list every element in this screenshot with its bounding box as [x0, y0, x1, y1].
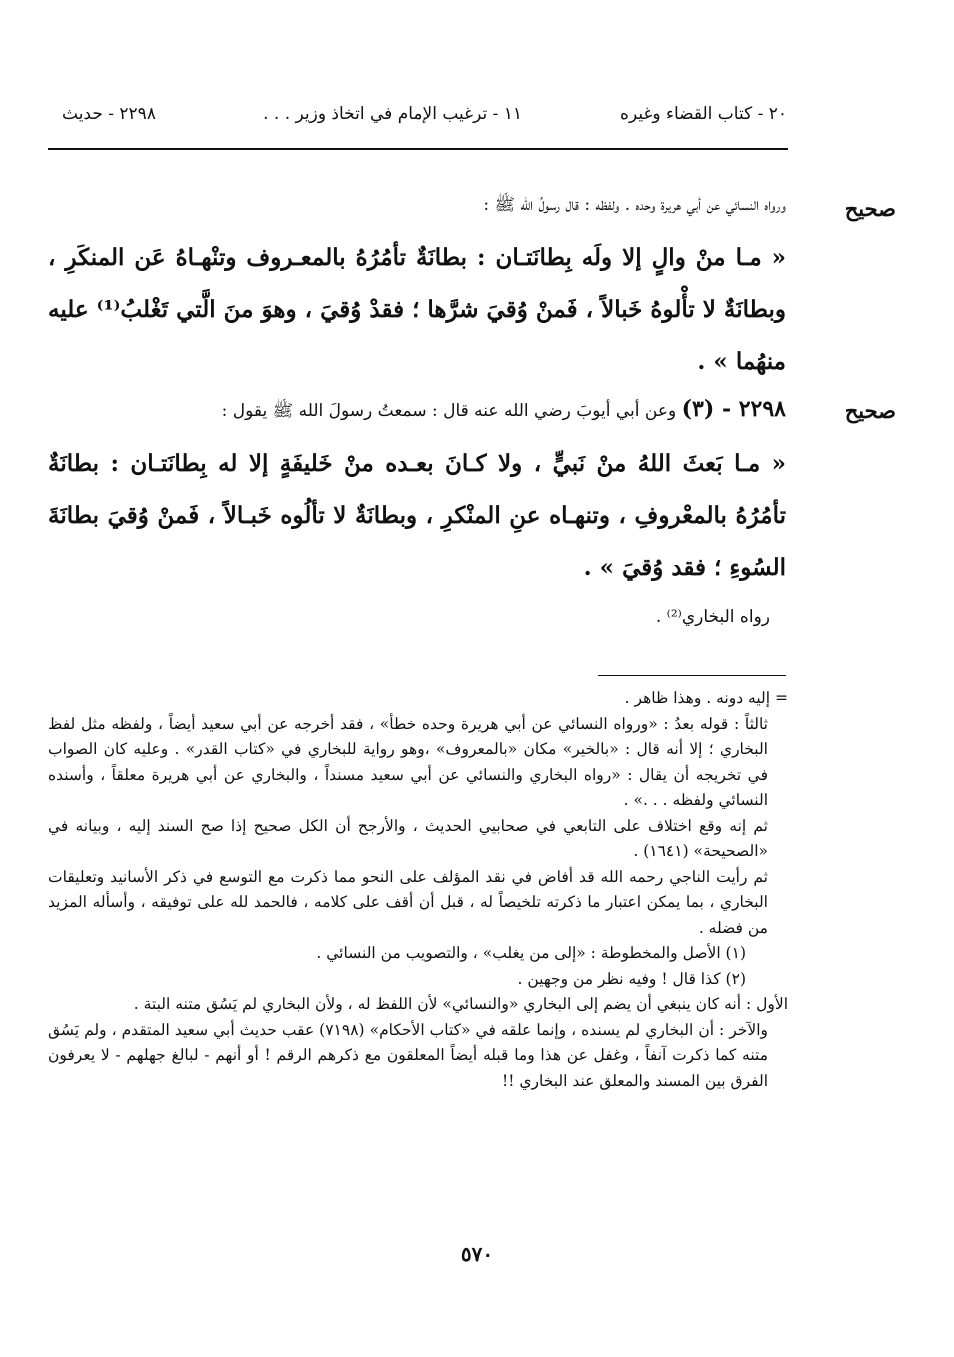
grade-label: صحيح [844, 196, 896, 221]
footnote-paragraph: ثم رأيت الناجي رحمه الله قد أفاض في نقد المؤلف على النحو مما ذكرت مع التوسع في ذكر الأسانيد وتعليقات البخاري ، بما يمكن اعتبار ما ذكرته تلخيصاً له ، قبل أن أقف على كلامه ، فالحمد لله على توفيقه ، وأسأله المزيد من فضله . [48, 867, 768, 937]
entry-intro: وعن أبي أيوبَ رضي الله عنه قال : سمعتُ رسولَ الله ﷺ يقول : [221, 401, 677, 421]
footnote-2: (٢) كذا قال ! وفيه نظر من وجهين . [517, 969, 746, 988]
hadith-text: « مـا منْ والٍ إلا ولَه بِطانَتـان : بطانَةٌ تأمُرُهُ بالمعـروف وتنْهـاهُ عَن المنكَرِ ، وبطانَةٌ لا تأْلوهُ خَبالاً ، فَمنْ وُقيَ شرَّها ؛ فقدْ وُقيَ ، وهوَ منَ الَّتي تَغْلبُ⁽¹⁾ عليه منهُما » . [48, 244, 787, 375]
grade-label: صحيح [844, 398, 896, 423]
hadith-text: « مـا بَعثَ اللهُ منْ نَبيٍّ ، ولا كـانَ بعـده منْ خَليفَةٍ إلا له بِطانَتـان : بطانَةٌ تأمُرُهُ بالمعْروفِ ، وتنهـاه عنِ المنْكرِ ، وبطانَةٌ لا تألُوه خَبـالاً ، فَمنْ وُقيَ بطانَةَ السُوءِ ؛ فقد وُقيَ » . [48, 450, 786, 581]
footnotes [48, 686, 788, 1094]
footnote-paragraph: ثم إنه وقع اختلاف على التابعي في صحابيي الحديث ، والأرجح أن الكل صحيح إذا صح السند إليه ، وبيانه في «الصحيحة» (١٦٤١) . [48, 816, 768, 860]
footnote-paragraph: الأول : أنه كان ينبغي أن يضم إلى البخاري «والنسائي» لأن اللفظ له ، ولأن البخاري لم يَسُق متنه البتة . [133, 995, 788, 1013]
section-title: ١١ - ترغيب الإمام في اتخاذ وزير . . . [263, 104, 522, 124]
entry-intro: ورواه النسائي عن أبي هريرة وحده . ولفظه : قال رسولُ الله ﷺ : [483, 195, 786, 215]
running-header [62, 104, 787, 130]
chapter-title: ٢٠ - كتاب القضاء وغيره [620, 104, 787, 124]
footnote-paragraph: والآخر : أن البخاري لم يسنده ، وإنما علقه في «كتاب الأحكام» (٧١٩٨) عقب حديث أبي سعيد المتقدم ، ولم يَسُق متنه كما ذكرت آنفاً ، وغفل عن هذا وما قبله أيضاً المعلقون مع ذكرهم الرقم ! أو أنهم - لبالغ جهلهم - لا يعرفون الفرق بين المسند والمعلق عند البخاري !! [48, 1020, 768, 1090]
hadith-reference: ٢٢٩٨ - حديث [62, 104, 156, 124]
footnote-paragraph: ثالثاً : قوله بعدُ : «ورواه النسائي عن أبي هريرة وحده خطأ» ، فقد أخرجه عن أبي سعيد أيضاً ، ولفظه مثل لفظ البخاري ؛ إلا أنه قال : «بالخير» مكان «بالمعروف» ،وهو رواية للبخاري في «كتاب القدر» . وعليه كان الصواب في تخريجه أن يقال : «رواه البخاري والنسائي عن أبي سعيد مسنداً ، والبخاري عن أبي هريرة معلقاً ، وأسنده النسائي ولفظه . . .» . [48, 714, 769, 809]
footnote-divider [598, 675, 786, 676]
hadith-heading [48, 396, 786, 425]
footnote-paragraph: = إليه دونه . وهذا ظاهر . [624, 689, 788, 707]
footnote-1: (١) الأصل والمخطوطة : «إلى من يغلب» ، والتصويب من النسائي . [316, 944, 746, 962]
hadith-number: ٢٢٩٨ - (٣) [681, 396, 786, 422]
header-divider [48, 148, 788, 150]
hadith-source: رواه البخاري⁽²⁾ . [655, 607, 770, 627]
page-number: ٥٧٠ [460, 1242, 494, 1266]
